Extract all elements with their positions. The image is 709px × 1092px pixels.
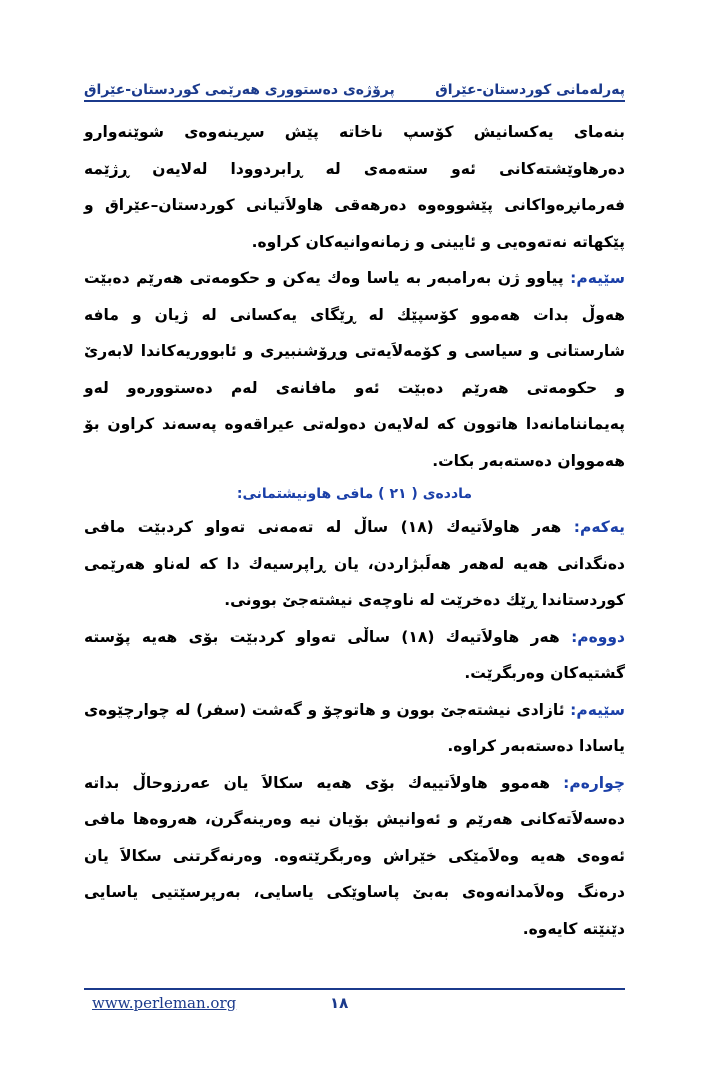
clause-text: پیاوو ژن بەرامبەر بە یاسا وەك یەكن و حكومەتی هەرێم دەبێت هەوڵ بدات هەموو كۆسپێك لە ڕێگای یەكسانی لە ژیان و مافە شارستانی و سیاسی و كۆمەلاَیەتی وڕۆشنبیری و ئابووریەكاندا لابەرێ و حكومەتی هەرێم دەبێت ئەو مافانەی لەم دەستوورەو لەو پەیماننامانەدا هاتوون كە لەلایەن دەولەتی عیراقەوە پەسەند كراون بۆ هەمووان دەستەبەر بكات. <box>84 269 625 470</box>
article-heading: ماددەی ( ٢١ ) مافی هاونیشتمانی: <box>236 486 473 502</box>
article-item-1 <box>84 509 625 619</box>
item-text: هەر هاولاَتیەك (١٨) ساڵ لە تەمەنی تەواو كردبێت مافی دەنگدانی هەیە لەهەر هەلَبژاردن، یان ڕاپرسیەك دا كە لەناو هەرێمی كوردستاندا ڕێك دەخرێت لە ناوچەی نیشتەجێ بوونی. <box>84 518 625 609</box>
constitution-draft-title: پرۆژەی دەستووری هەرێمی كوردستان-عێراق <box>84 82 395 98</box>
item-text: هەر هاولاَتیەك (١٨) ساڵی تەواو كردبێت بۆی هەیە پۆستە گشتیەكان وەربگرێت. <box>84 627 625 682</box>
item-label: سێیەم: <box>570 700 625 719</box>
parliament-title: پەرلەمانی كوردستان-عێراق <box>435 82 625 98</box>
article-item-3 <box>84 692 625 765</box>
footer-divider <box>84 988 625 990</box>
clause-label: سێیەم: <box>570 269 625 287</box>
article-item-2 <box>84 619 625 692</box>
page-footer <box>84 994 625 1016</box>
item-text: ئازادی نیشتەجێ بوون و هاتوچۆ و گەشت (سفر) لە چوارچێوەی یاسادا دەستەبەر كراوە. <box>84 700 625 755</box>
third-clause-paragraph <box>84 260 625 479</box>
article-item-4 <box>84 765 625 948</box>
continuation-paragraph: بنەمای یەكسانیش كۆسپ ناخاتە پێش سڕینەوەی شوێنەوارو دەرهاوێشتەكانی ئەو ستەمەی لە ڕابردوودا لەلایەن ڕژێمە فەرمانڕەواكانی پێشووەوە دەرهەقی هاولاَتیانی كوردستان–عێراق و پێكهاتە نەتەوەیی و ئایینی و زمانەوانیەكان كراوە. <box>84 123 625 251</box>
header-divider <box>84 100 625 102</box>
document-body <box>84 114 625 947</box>
item-label: دووەم: <box>571 627 625 646</box>
item-label: یەكەم: <box>573 518 625 536</box>
website-link[interactable]: www.perleman.org <box>92 994 237 1012</box>
item-label: چوارەم: <box>563 773 625 792</box>
page-header <box>84 72 625 98</box>
item-text: هەموو هاولاَتییەك بۆی هەیە سكالاَ یان عەرزوحاڵ بداتە دەسەلاَتەكانی هەرێم و ئەوانیش بۆیان نیە وەرینەگرن، هەروەها مافی ئەوەی هەیە وەلاَمێكی خێراش وەربگرێتەوە. وەرنەگرتنی سكالاَ یان درەنگ وەلاَمدانەوەی بەبێ پاساوێكی یاسایی، بەرپرسێتیی یاسایی دێنێتە كایەوە. <box>84 773 625 938</box>
page-number: ١٨ <box>330 994 349 1012</box>
